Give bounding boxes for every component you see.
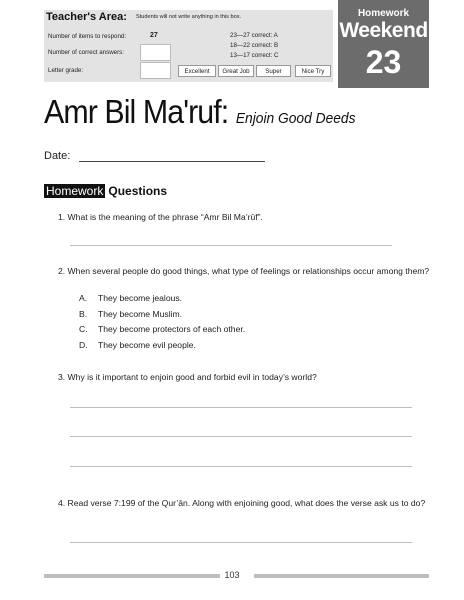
question-1: 1. What is the meaning of the phrase “Amr Bil Ma’rūf”. — [58, 212, 263, 222]
section-tag: Homework — [46, 184, 104, 198]
badge-homework-label: Homework — [357, 8, 410, 19]
option-b-text[interactable]: They become Muslim. — [98, 309, 183, 319]
date-label: Date: — [44, 150, 71, 162]
answer-line-q1[interactable] — [70, 245, 392, 246]
grade-label: Letter grade: — [48, 67, 84, 74]
answer-line-q3-3[interactable] — [70, 466, 412, 467]
answer-line-q4[interactable] — [70, 542, 412, 543]
grade-super[interactable]: Super — [256, 65, 291, 77]
question-3: 3. Why is it important to enjoin good and forbid evil in today’s world? — [58, 372, 317, 382]
answer-line-q3-2[interactable] — [70, 436, 412, 437]
teacher-area — [44, 10, 333, 82]
option-c-letter: C. — [79, 324, 88, 334]
page-title-main: Amr Bil Ma'ruf: — [44, 93, 229, 130]
teacher-area-title: Teacher's Area: — [46, 11, 127, 23]
grade-great-job[interactable]: Great Job — [218, 65, 254, 77]
answer-line-q3-1[interactable] — [70, 407, 412, 408]
letter-grade-box[interactable] — [140, 62, 171, 79]
option-a-text[interactable]: They become jealous. — [98, 293, 183, 303]
page-number: 103 — [224, 570, 240, 580]
scale-c: 13—17 correct: C — [230, 52, 279, 59]
correct-label: Number of correct answers: — [48, 49, 124, 56]
items-label: Number of items to respond: — [48, 33, 127, 40]
footer-bar-right — [254, 574, 429, 578]
grade-nice-try[interactable]: Nice Try — [295, 65, 331, 77]
scale-b: 18—22 correct: B — [230, 42, 279, 49]
footer-bar-left — [44, 574, 220, 578]
teacher-area-note: Students will not write anything in this box. — [136, 14, 242, 20]
badge-weekend-label: Weekend — [339, 19, 428, 42]
homework-weekend-badge — [338, 0, 429, 88]
badge-weekend-number: 23 — [365, 44, 402, 80]
scale-a: 23—27 correct: A — [230, 32, 278, 39]
option-d-text[interactable]: They become evil people. — [98, 340, 196, 350]
question-4: 4. Read verse 7:199 of the Qur’ān. Along with enjoining good, what does the verse ask us to do? — [58, 498, 426, 508]
date-field[interactable] — [79, 161, 265, 162]
grade-excellent[interactable]: Excellent — [178, 65, 216, 77]
option-d-letter: D. — [79, 340, 88, 350]
items-value: 27 — [150, 32, 158, 39]
option-b-letter: B. — [79, 309, 88, 319]
page-title-sub: Enjoin Good Deeds — [235, 110, 356, 127]
question-2: 2. When several people do good things, what type of feelings or relationships occur among them? — [58, 266, 430, 276]
option-a-letter: A. — [79, 293, 88, 303]
page-title — [44, 93, 356, 131]
section-label: Questions — [108, 184, 168, 198]
option-c-text[interactable]: They become protectors of each other. — [98, 324, 246, 334]
section-header — [44, 184, 167, 198]
correct-answers-box[interactable] — [140, 44, 171, 61]
